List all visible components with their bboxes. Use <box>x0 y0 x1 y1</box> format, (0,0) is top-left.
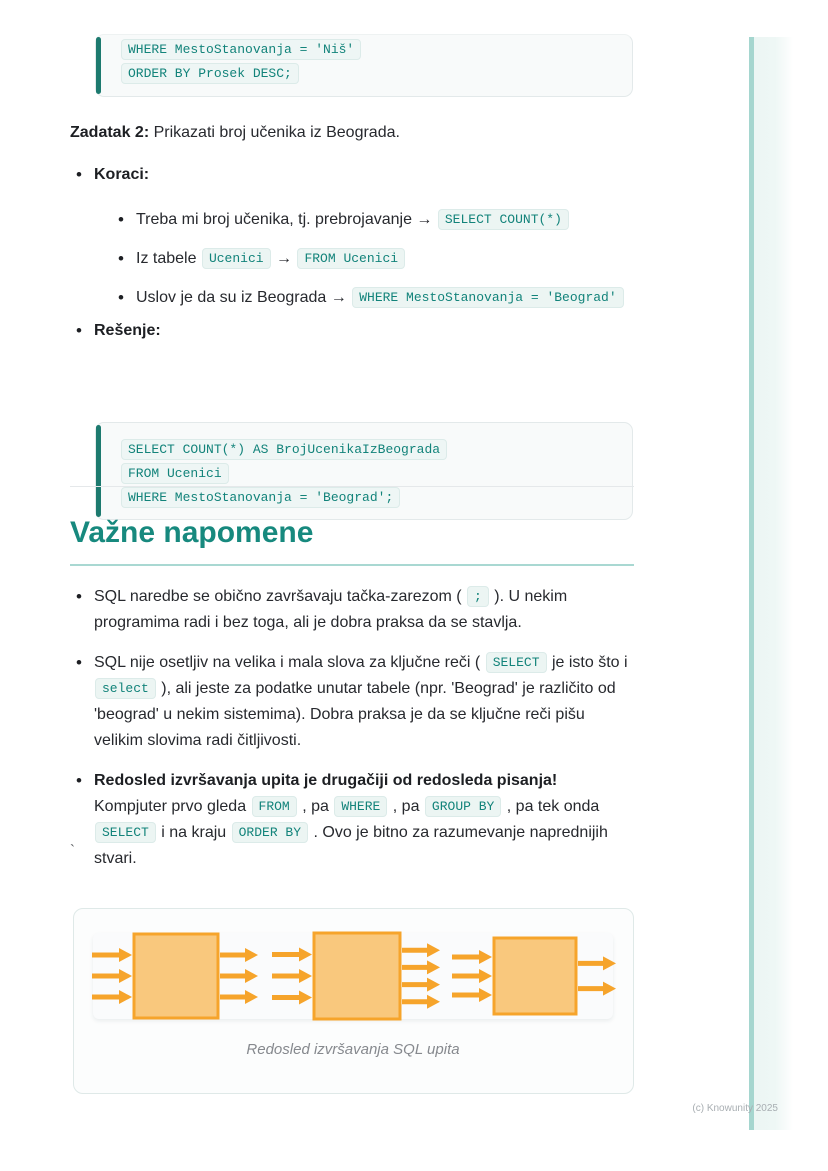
text-run: Iz tabele <box>136 250 201 267</box>
koraci-sublist <box>112 207 634 324</box>
text-run: Kompjuter prvo gleda <box>94 798 251 815</box>
flow-arrow <box>92 969 132 983</box>
section-divider <box>70 486 634 487</box>
code-text: WHERE MestoStanovanja = 'Beograd'; <box>121 487 400 508</box>
code-lines <box>121 39 618 84</box>
inline-code-chip: GROUP BY <box>425 796 501 817</box>
solution-code-block <box>95 422 633 520</box>
inline-code-chip: ; <box>467 586 489 607</box>
flow-arrow <box>92 948 132 962</box>
code-line <box>121 487 618 508</box>
inline-code-chip: FROM <box>252 796 297 817</box>
flow-arrow <box>220 948 258 962</box>
inline-code-chip: FROM Ucenici <box>297 248 405 269</box>
task2-paragraph <box>70 120 634 146</box>
code-block-accent-bar <box>96 37 101 94</box>
flow-arrow <box>220 990 258 1004</box>
flow-arrow <box>272 948 312 962</box>
text-run: SQL naredbe se obično završavaju tačka-zarezom ( <box>94 588 467 605</box>
section-heading: Važne napomene <box>70 516 634 566</box>
figure-caption: Redosled izvršavanja SQL upita <box>246 1041 460 1058</box>
resenje-label-item <box>70 318 634 344</box>
flow-arrow <box>452 988 492 1002</box>
koraci-label-item <box>70 162 634 188</box>
text-run: SQL nije osetljiv na velika i mala slova za ključne reči ( <box>94 654 485 671</box>
code-lines <box>121 439 618 508</box>
stray-backtick: ` <box>70 842 75 859</box>
inline-code-chip: WHERE <box>334 796 387 817</box>
flow-arrow <box>92 990 132 1004</box>
text-run: ), ali jeste za podatke unutar tabele (npr. 'Beograd' je različito od 'beograd' u nekim sistemima). Dobra praksa je da se ključne reči pišu velikim slovima radi čitljivosti. <box>94 680 616 749</box>
text-run: Uslov je da su iz Beograda → <box>136 289 352 306</box>
list-item <box>70 650 634 754</box>
text-run: , pa <box>388 798 424 815</box>
code-text: WHERE MestoStanovanja = 'Niš' <box>121 39 361 60</box>
text-run: , pa tek onda <box>502 798 600 815</box>
copyright-note: (c) Knowunity 2025 <box>692 1103 778 1114</box>
flow-arrow <box>220 969 258 983</box>
list-item <box>70 584 634 636</box>
flow-arrow <box>578 982 616 996</box>
flow-arrow <box>578 956 616 970</box>
diagram-svg <box>93 933 613 1019</box>
list-item <box>112 285 634 311</box>
text-run: , pa <box>297 798 334 815</box>
flow-arrow <box>402 978 440 992</box>
bold-text: Redosled izvršavanja upita je drugačiji od redosleda pisanja! <box>94 772 558 789</box>
process-box <box>134 934 218 1018</box>
list-item <box>112 207 634 233</box>
text-run: je isto što i <box>547 654 628 671</box>
process-box <box>314 933 400 1019</box>
inline-code-chip: Ucenici <box>202 248 271 269</box>
koraci-label: Koraci: <box>94 166 150 183</box>
inline-code-chip: select <box>95 678 156 699</box>
resenje-label: Rešenje: <box>94 322 161 339</box>
code-line <box>121 439 618 460</box>
inline-code-chip: SELECT <box>95 822 156 843</box>
text-run: Prikazati broj učenika iz Beograda. <box>149 124 400 141</box>
flow-arrow <box>272 991 312 1005</box>
inline-code-chip: SELECT <box>486 652 547 673</box>
inline-code-chip: WHERE MestoStanovanja = 'Beograd' <box>352 287 623 308</box>
text-run: ). U nekim programima radi i bez toga, ali je dobra praksa da se stavlja. <box>94 588 568 631</box>
bold-text: Zadatak 2: <box>70 124 150 141</box>
flow-arrow <box>402 943 440 957</box>
inline-code-chip: ORDER BY <box>232 822 308 843</box>
flow-arrow <box>452 950 492 964</box>
text-run: Treba mi broj učenika, tj. prebrojavanje → <box>136 211 437 228</box>
text-run: i na kraju <box>156 824 231 841</box>
flow-arrow <box>272 969 312 983</box>
flow-arrow <box>402 960 440 974</box>
code-line <box>121 39 618 60</box>
page-edge-band <box>749 37 793 1130</box>
code-line <box>121 463 618 484</box>
code-text: FROM Ucenici <box>121 463 229 484</box>
inline-code-chip: SELECT COUNT(*) <box>438 209 569 230</box>
code-text: ORDER BY Prosek DESC; <box>121 63 299 84</box>
text-run: . Ovo je bitno za razumevanje naprednijih stvari. <box>94 824 608 867</box>
code-block-continued <box>95 34 633 97</box>
figure-card <box>73 908 634 1094</box>
flow-arrow <box>402 995 440 1009</box>
text-run: → <box>271 250 297 267</box>
process-box <box>494 938 576 1014</box>
sql-order-diagram <box>93 933 613 1019</box>
code-text: SELECT COUNT(*) AS BrojUcenikaIzBeograda <box>121 439 447 460</box>
code-line <box>121 63 618 84</box>
list-item <box>112 246 634 272</box>
list-item <box>70 768 634 872</box>
flow-arrow <box>452 969 492 983</box>
notes-list <box>70 584 634 886</box>
code-block-accent-bar <box>96 425 101 517</box>
